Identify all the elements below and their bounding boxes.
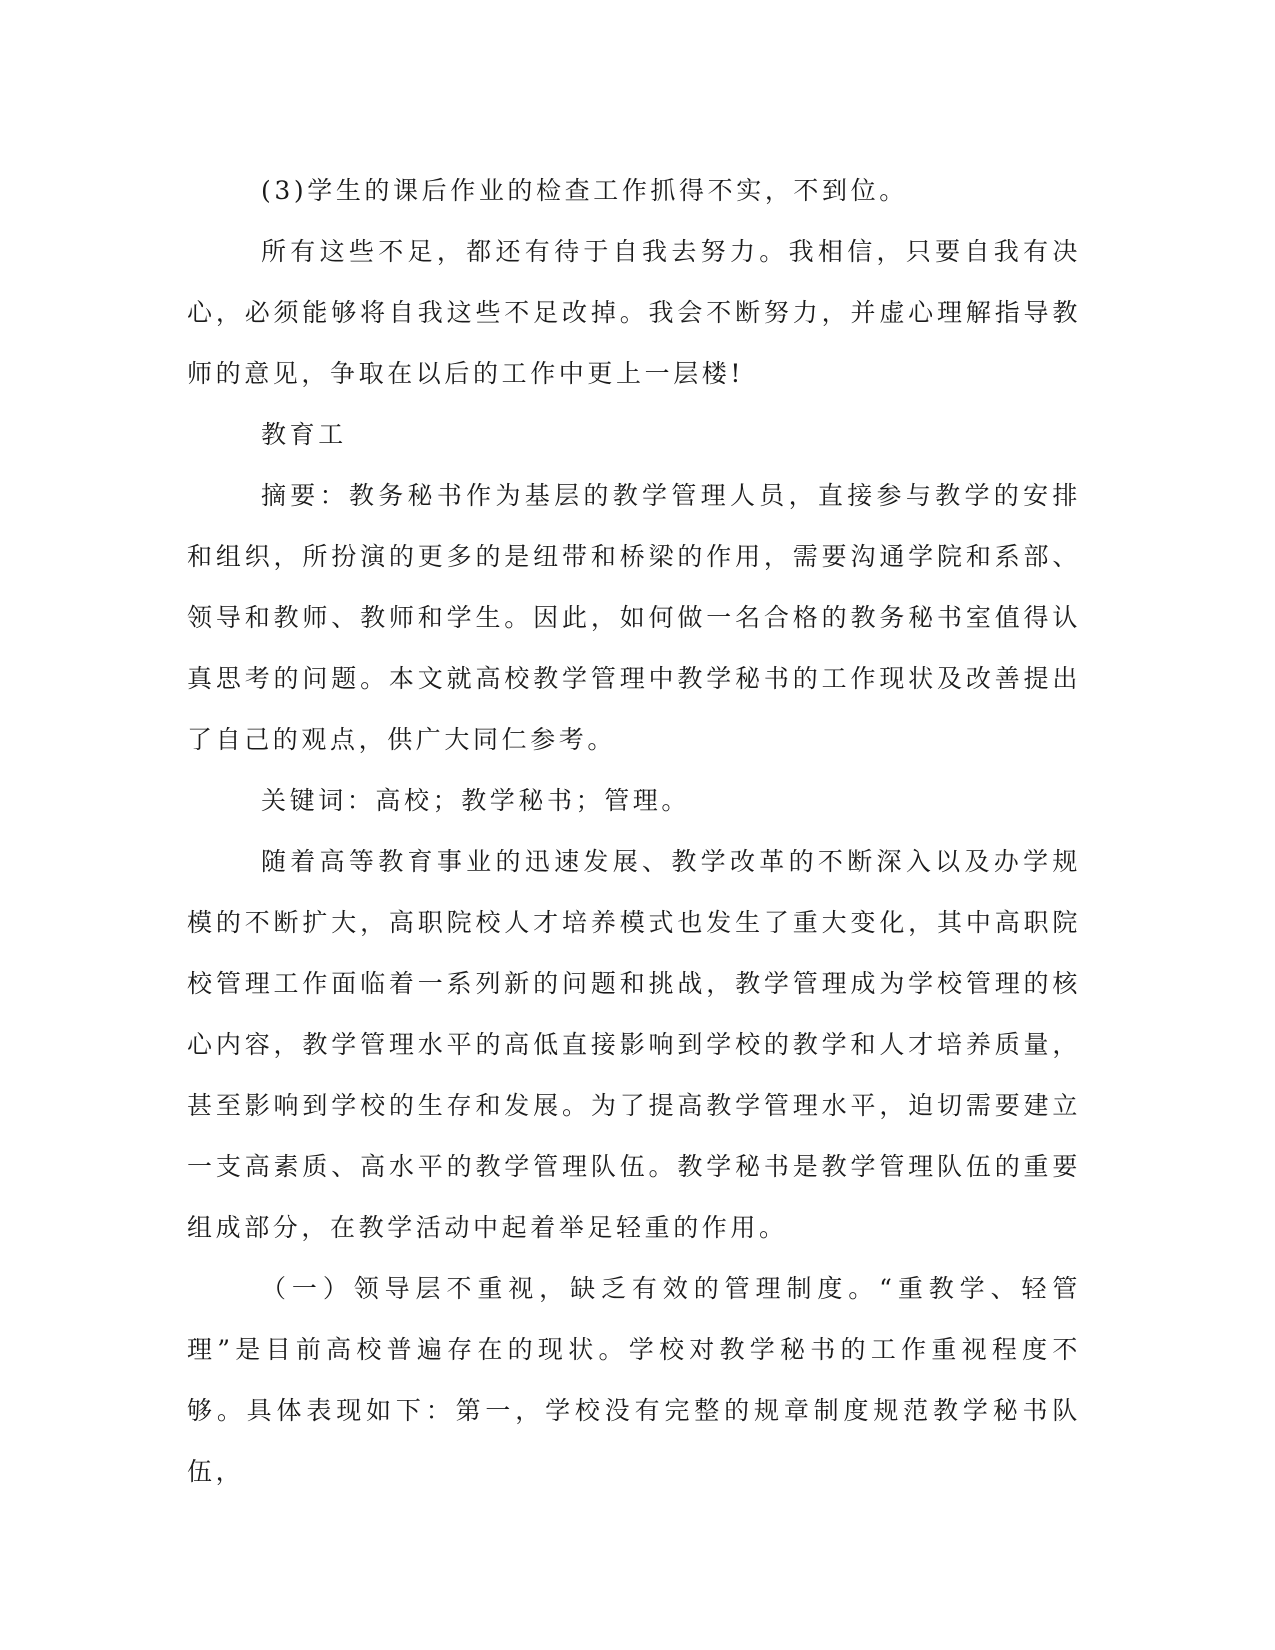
paragraph-section-one: （一）领导层不重视，缺乏有效的管理制度。“重教学、轻管理”是目前高校普遍存在的现状。学校对教学秘书的工作重视程度不够。具体表现如下：第一，学校没有完整的规章制度规范教学秘书队伍， xyxy=(187,1274,1081,1486)
paragraph-self-improvement: 所有这些不足，都还有待于自我去努力。我相信，只要自我有决心，必须能够将自我这些不足改掉。我会不断努力，并虚心理解指导教师的意见，争取在以后的工作中更上一层楼! xyxy=(187,237,1081,388)
section-heading: 教育工 xyxy=(261,420,347,449)
paragraph-introduction: 随着高等教育事业的迅速发展、教学改革的不断深入以及办学规模的不断扩大，高职院校人才培养模式也发生了重大变化，其中高职院校管理工作面临着一系列新的问题和挑战，教学管理成为学校管理的核心内容，教学管理水平的高低直接影响到学校的教学和人才培养质量，甚至影响到学校的生存和发展。为了提高教学管理水平，迫切需要建立一支高素质、高水平的教学管理队伍。教学秘书是教学管理队伍的重要组成部分，在教学活动中起着举足轻重的作用。 xyxy=(187,847,1081,1242)
paragraph-keywords: 关键词：高校；教学秘书；管理。 xyxy=(261,786,691,815)
paragraph-homework-check: (3)学生的课后作业的检查工作抓得不实，不到位。 xyxy=(261,176,908,205)
paragraph-abstract: 摘要：教务秘书作为基层的教学管理人员，直接参与教学的安排和组织，所扮演的更多的是纽带和桥梁的作用，需要沟通学院和系部、领导和教师、教师和学生。因此，如何做一名合格的教务秘书室值得认真思考的问题。本文就高校教学管理中教学秘书的工作现状及改善提出了自己的观点，供广大同仁参考。 xyxy=(187,481,1081,754)
document-body xyxy=(187,160,1081,1502)
